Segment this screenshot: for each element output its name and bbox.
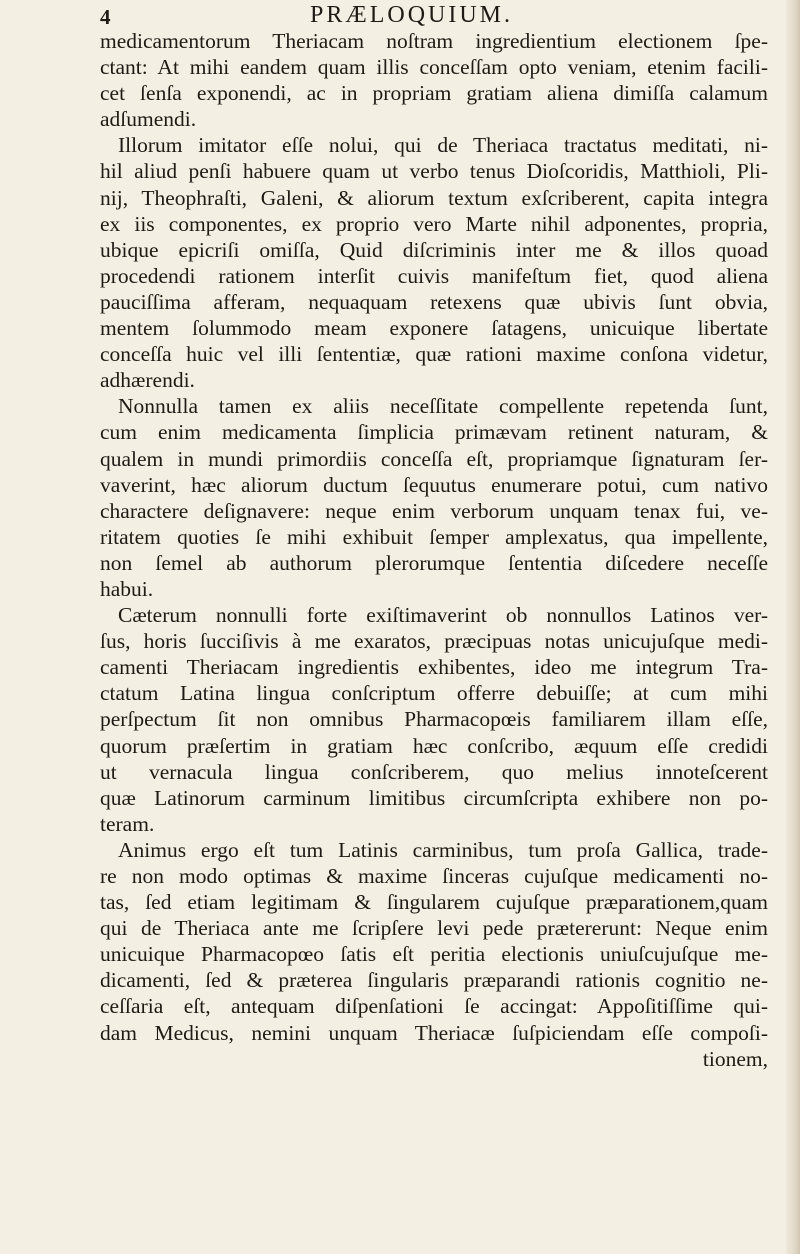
text-line: non ſemel ab authorum plerorumque ſententia diſcedere neceſſe xyxy=(100,550,768,575)
text-line: dam Medicus, nemini unquam Theriacæ ſuſpiciendam eſſe compoſi- xyxy=(100,1020,768,1045)
text-line: ut vernacula lingua conſcriberem, quo melius innoteſcerent xyxy=(100,759,768,784)
text-line: vaverint, hæc aliorum ductum ſequutus enumerare potui, cum nativo xyxy=(100,472,768,497)
text-line: pauciſſima afferam, nequaquam retexens quæ ubivis ſunt obvia, xyxy=(100,289,768,314)
text-line: qui de Theriaca ante me ſcripſere levi pede prætererunt: Neque enim xyxy=(100,916,768,941)
text-line: dicamenti, ſed & præterea ſingularis præparandi rationis cognitio ne- xyxy=(100,968,768,993)
text-line: adhærendi. xyxy=(100,368,195,393)
text-line: cet ſenſa exponendi, ac in propriam gratiam aliena dimiſſa calamum xyxy=(100,81,768,106)
text-line: Cæterum nonnulli forte exiſtimaverint ob nonnullos Latinos ver- xyxy=(118,603,768,628)
page-number: 4 xyxy=(100,5,111,29)
text-line: quæ Latinorum carminum limitibus circumſcripta exhibere non po- xyxy=(100,785,768,810)
text-line: hil aliud penſi habuere quam ut verbo tenus Dioſcoridis, Matthioli, Pli- xyxy=(100,159,768,184)
text-line: habui. xyxy=(100,576,154,601)
text-line: charactere deſignavere: neque enim verborum unquam tenax fui, ve- xyxy=(100,498,768,523)
catchword: tionem, xyxy=(702,1046,768,1071)
text-line: quorum præſertim in gratiam hæc conſcribo, æquum eſſe credidi xyxy=(100,733,768,758)
text-line: ubique epicriſi omiſſa, Quid diſcriminis inter me & illos quoad xyxy=(100,237,768,262)
text-line: camenti Theriacam ingredientis exhibentes, ideo me integrum Tra- xyxy=(100,655,768,680)
text-line: Illorum imitator eſſe nolui, qui de Theriaca tractatus meditati, ni- xyxy=(118,133,768,158)
text-line: re non modo optimas & maxime ſinceras cujuſque medicamenti no- xyxy=(100,864,768,888)
body-text xyxy=(100,28,768,1072)
text-line: ceſſaria eſt, antequam diſpenſationi ſe accingat: Appoſitiſſime qui- xyxy=(100,994,768,1019)
text-line: nij, Theophraſti, Galeni, & aliorum textum exſcriberent, capita integra xyxy=(100,185,768,210)
text-line: conceſſa huic vel illi ſententiæ, quæ rationi maxime conſona videtur, xyxy=(100,342,768,367)
text-line: teram. xyxy=(100,811,155,836)
text-line: Animus ergo eſt tum Latinis carminibus, tum proſa Gallica, trade- xyxy=(118,837,768,862)
text-line: mentem ſolummodo meam exponere ſatagens, unicuique libertate xyxy=(100,316,768,341)
text-line: ctant: At mihi eandem quam illis conceſſam opto veniam, etenim facili- xyxy=(100,55,768,80)
text-line: tas, ſed etiam legitimam & ſingularem cujuſque præparationem,quam xyxy=(100,890,768,915)
text-line: unicuique Pharmacopœo ſatis eſt peritia electionis uniuſcujuſque me- xyxy=(100,942,768,967)
text-line: ritatem quoties ſe mihi exhibuit ſemper amplexatus, qua impellente, xyxy=(100,524,768,549)
text-line: ex iis componentes, ex proprio vero Marte nihil adponentes, propria, xyxy=(100,211,768,236)
text-line: qualem in mundi primordiis conceſſa eſt, propriamque ſignaturam ſer- xyxy=(100,446,768,471)
text-line: cum enim medicamenta ſimplicia primævam retinent naturam, & xyxy=(100,420,768,445)
text-line: Nonnulla tamen ex aliis neceſſitate compellente repetenda ſunt, xyxy=(118,394,768,419)
running-title: PRÆLOQUIUM. xyxy=(310,2,514,28)
text-line: procedendi rationem interſit cuivis manifeſtum fiet, quod aliena xyxy=(100,263,768,288)
page-edge xyxy=(786,0,800,1254)
text-line: ctatum Latina lingua conſcriptum offerre debuiſſe; at cum mihi xyxy=(100,681,768,706)
text-line: perſpectum ſit non omnibus Pharmacopœis familiarem illam eſſe, xyxy=(100,707,768,732)
text-line: medicamentorum Theriacam noſtram ingredientium electionem ſpe- xyxy=(100,29,768,53)
text-line: adſumendi. xyxy=(100,107,197,132)
text-line: ſus, horis ſucciſivis à me exaratos, præcipuas notas unicujuſque medi- xyxy=(100,629,768,654)
